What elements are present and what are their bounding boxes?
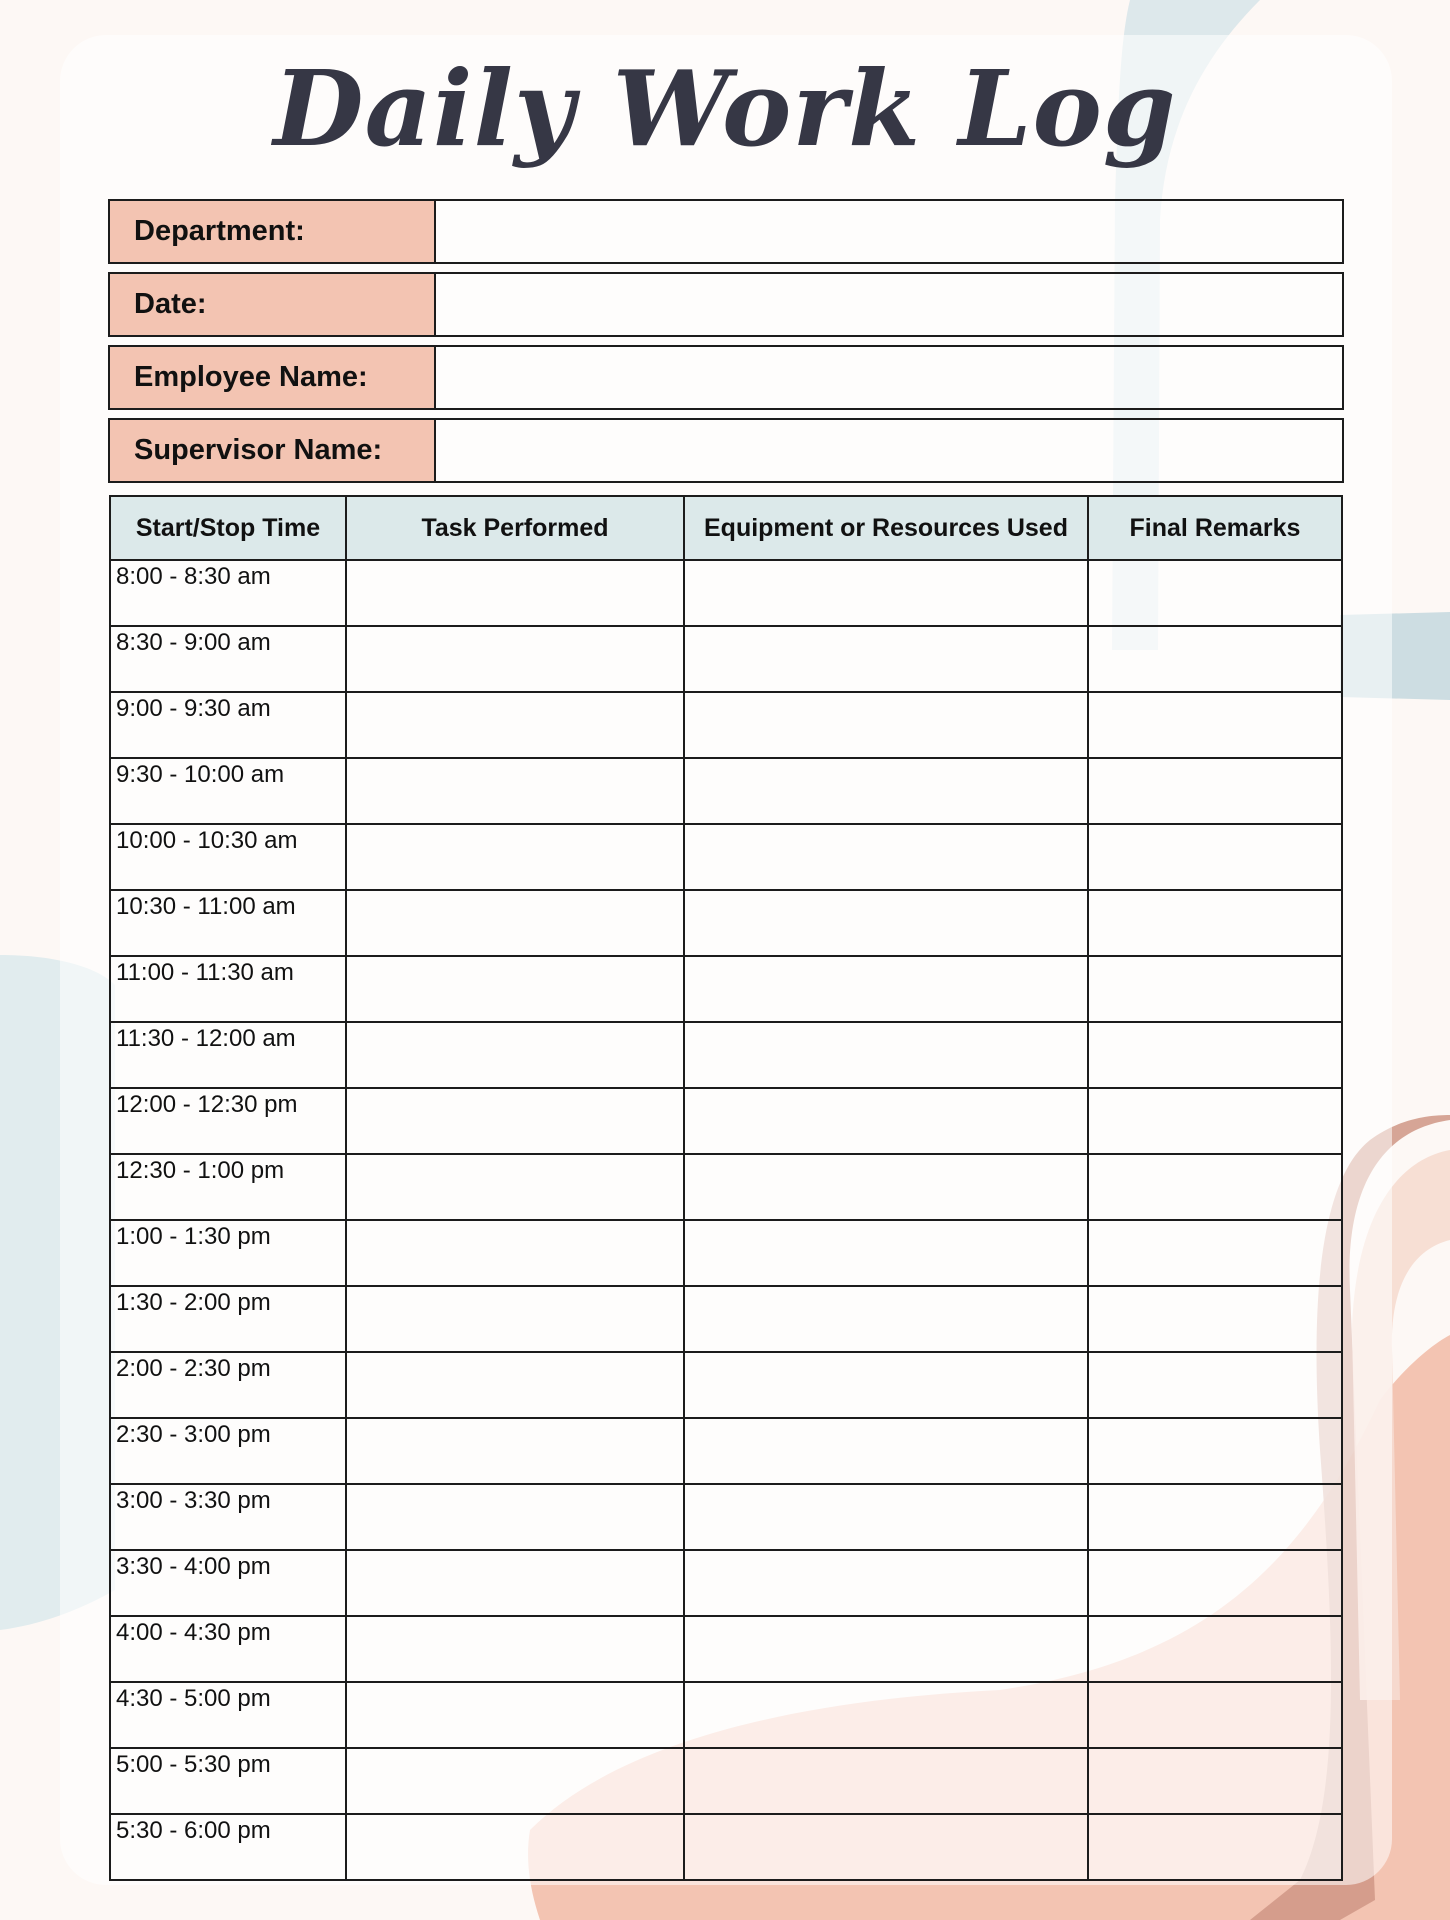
time-cell: 1:30 - 2:00 pm: [110, 1286, 346, 1352]
equipment-cell[interactable]: [684, 1088, 1088, 1154]
header-equipment-resources: Equipment or Resources Used: [684, 496, 1088, 560]
header-start-stop-time: Start/Stop Time: [110, 496, 346, 560]
remarks-cell[interactable]: [1088, 1748, 1342, 1814]
equipment-cell[interactable]: [684, 890, 1088, 956]
time-cell: 5:00 - 5:30 pm: [110, 1748, 346, 1814]
equipment-cell[interactable]: [684, 956, 1088, 1022]
remarks-cell[interactable]: [1088, 890, 1342, 956]
task-cell[interactable]: [346, 1022, 684, 1088]
page-title: Daily Work Log: [273, 47, 1177, 170]
task-cell[interactable]: [346, 890, 684, 956]
task-cell[interactable]: [346, 956, 684, 1022]
remarks-cell[interactable]: [1088, 1682, 1342, 1748]
task-cell[interactable]: [346, 1748, 684, 1814]
time-cell: 1:00 - 1:30 pm: [110, 1220, 346, 1286]
task-cell[interactable]: [346, 1220, 684, 1286]
table-row: [110, 1154, 1342, 1220]
task-cell[interactable]: [346, 626, 684, 692]
employee-name-label: Employee Name:: [110, 347, 436, 408]
time-cell: 10:00 - 10:30 am: [110, 824, 346, 890]
supervisor-name-field[interactable]: [436, 420, 1342, 481]
task-cell[interactable]: [346, 560, 684, 626]
equipment-cell[interactable]: [684, 626, 1088, 692]
time-cell: 4:00 - 4:30 pm: [110, 1616, 346, 1682]
remarks-cell[interactable]: [1088, 1088, 1342, 1154]
task-cell[interactable]: [346, 1814, 684, 1880]
equipment-cell[interactable]: [684, 1484, 1088, 1550]
equipment-cell[interactable]: [684, 1550, 1088, 1616]
table-row: [110, 1352, 1342, 1418]
time-cell: 2:30 - 3:00 pm: [110, 1418, 346, 1484]
department-field[interactable]: [436, 201, 1342, 262]
table-row: [110, 758, 1342, 824]
table-row: [110, 1682, 1342, 1748]
equipment-cell[interactable]: [684, 1418, 1088, 1484]
header-final-remarks: Final Remarks: [1088, 496, 1342, 560]
table-row: [110, 626, 1342, 692]
equipment-cell[interactable]: [684, 1220, 1088, 1286]
date-field[interactable]: [436, 274, 1342, 335]
equipment-cell[interactable]: [684, 692, 1088, 758]
time-cell: 11:00 - 11:30 am: [110, 956, 346, 1022]
table-row: [110, 1484, 1342, 1550]
table-row: [110, 1088, 1342, 1154]
equipment-cell[interactable]: [684, 560, 1088, 626]
remarks-cell[interactable]: [1088, 758, 1342, 824]
time-cell: 11:30 - 12:00 am: [110, 1022, 346, 1088]
date-row: [108, 272, 1344, 337]
supervisor-name-label: Supervisor Name:: [110, 420, 436, 481]
time-cell: 9:30 - 10:00 am: [110, 758, 346, 824]
remarks-cell[interactable]: [1088, 1286, 1342, 1352]
remarks-cell[interactable]: [1088, 692, 1342, 758]
table-row: [110, 1286, 1342, 1352]
task-cell[interactable]: [346, 692, 684, 758]
table-body: [110, 560, 1342, 1880]
task-cell[interactable]: [346, 758, 684, 824]
time-cell: 5:30 - 6:00 pm: [110, 1814, 346, 1880]
equipment-cell[interactable]: [684, 1286, 1088, 1352]
table-row: [110, 824, 1342, 890]
date-label: Date:: [110, 274, 436, 335]
remarks-cell[interactable]: [1088, 956, 1342, 1022]
table-row: [110, 1748, 1342, 1814]
table-row: [110, 1220, 1342, 1286]
remarks-cell[interactable]: [1088, 1814, 1342, 1880]
table-row: [110, 1418, 1342, 1484]
remarks-cell[interactable]: [1088, 1154, 1342, 1220]
task-cell[interactable]: [346, 824, 684, 890]
table-row: [110, 1022, 1342, 1088]
task-cell[interactable]: [346, 1616, 684, 1682]
task-cell[interactable]: [346, 1286, 684, 1352]
table-row: [110, 890, 1342, 956]
remarks-cell[interactable]: [1088, 1022, 1342, 1088]
equipment-cell[interactable]: [684, 1748, 1088, 1814]
remarks-cell[interactable]: [1088, 1418, 1342, 1484]
work-log-table: [109, 495, 1343, 1881]
table-row: [110, 1550, 1342, 1616]
equipment-cell[interactable]: [684, 1616, 1088, 1682]
time-cell: 10:30 - 11:00 am: [110, 890, 346, 956]
equipment-cell[interactable]: [684, 1154, 1088, 1220]
equipment-cell[interactable]: [684, 1682, 1088, 1748]
equipment-cell[interactable]: [684, 1022, 1088, 1088]
task-cell[interactable]: [346, 1550, 684, 1616]
remarks-cell[interactable]: [1088, 1484, 1342, 1550]
remarks-cell[interactable]: [1088, 1352, 1342, 1418]
supervisor-name-row: [108, 418, 1344, 483]
task-cell[interactable]: [346, 1682, 684, 1748]
time-cell: 9:00 - 9:30 am: [110, 692, 346, 758]
remarks-cell[interactable]: [1088, 626, 1342, 692]
department-row: [108, 199, 1344, 264]
table-row: [110, 560, 1342, 626]
time-cell: 8:00 - 8:30 am: [110, 560, 346, 626]
equipment-cell[interactable]: [684, 1352, 1088, 1418]
time-cell: 4:30 - 5:00 pm: [110, 1682, 346, 1748]
time-cell: 3:30 - 4:00 pm: [110, 1550, 346, 1616]
remarks-cell[interactable]: [1088, 1616, 1342, 1682]
time-cell: 12:30 - 1:00 pm: [110, 1154, 346, 1220]
equipment-cell[interactable]: [684, 824, 1088, 890]
time-cell: 8:30 - 9:00 am: [110, 626, 346, 692]
table-header-row: [110, 496, 1342, 560]
equipment-cell[interactable]: [684, 758, 1088, 824]
task-cell[interactable]: [346, 1154, 684, 1220]
header-task-performed: Task Performed: [346, 496, 684, 560]
remarks-cell[interactable]: [1088, 1220, 1342, 1286]
employee-name-field[interactable]: [436, 347, 1342, 408]
time-cell: 3:00 - 3:30 pm: [110, 1484, 346, 1550]
remarks-cell[interactable]: [1088, 560, 1342, 626]
table-row: [110, 692, 1342, 758]
table-row: [110, 1814, 1342, 1880]
equipment-cell[interactable]: [684, 1814, 1088, 1880]
time-cell: 2:00 - 2:30 pm: [110, 1352, 346, 1418]
task-cell[interactable]: [346, 1088, 684, 1154]
remarks-cell[interactable]: [1088, 1550, 1342, 1616]
table-row: [110, 956, 1342, 1022]
task-cell[interactable]: [346, 1418, 684, 1484]
table-row: [110, 1616, 1342, 1682]
task-cell[interactable]: [346, 1484, 684, 1550]
remarks-cell[interactable]: [1088, 824, 1342, 890]
time-cell: 12:00 - 12:30 pm: [110, 1088, 346, 1154]
employee-name-row: [108, 345, 1344, 410]
department-label: Department:: [110, 201, 436, 262]
task-cell[interactable]: [346, 1352, 684, 1418]
